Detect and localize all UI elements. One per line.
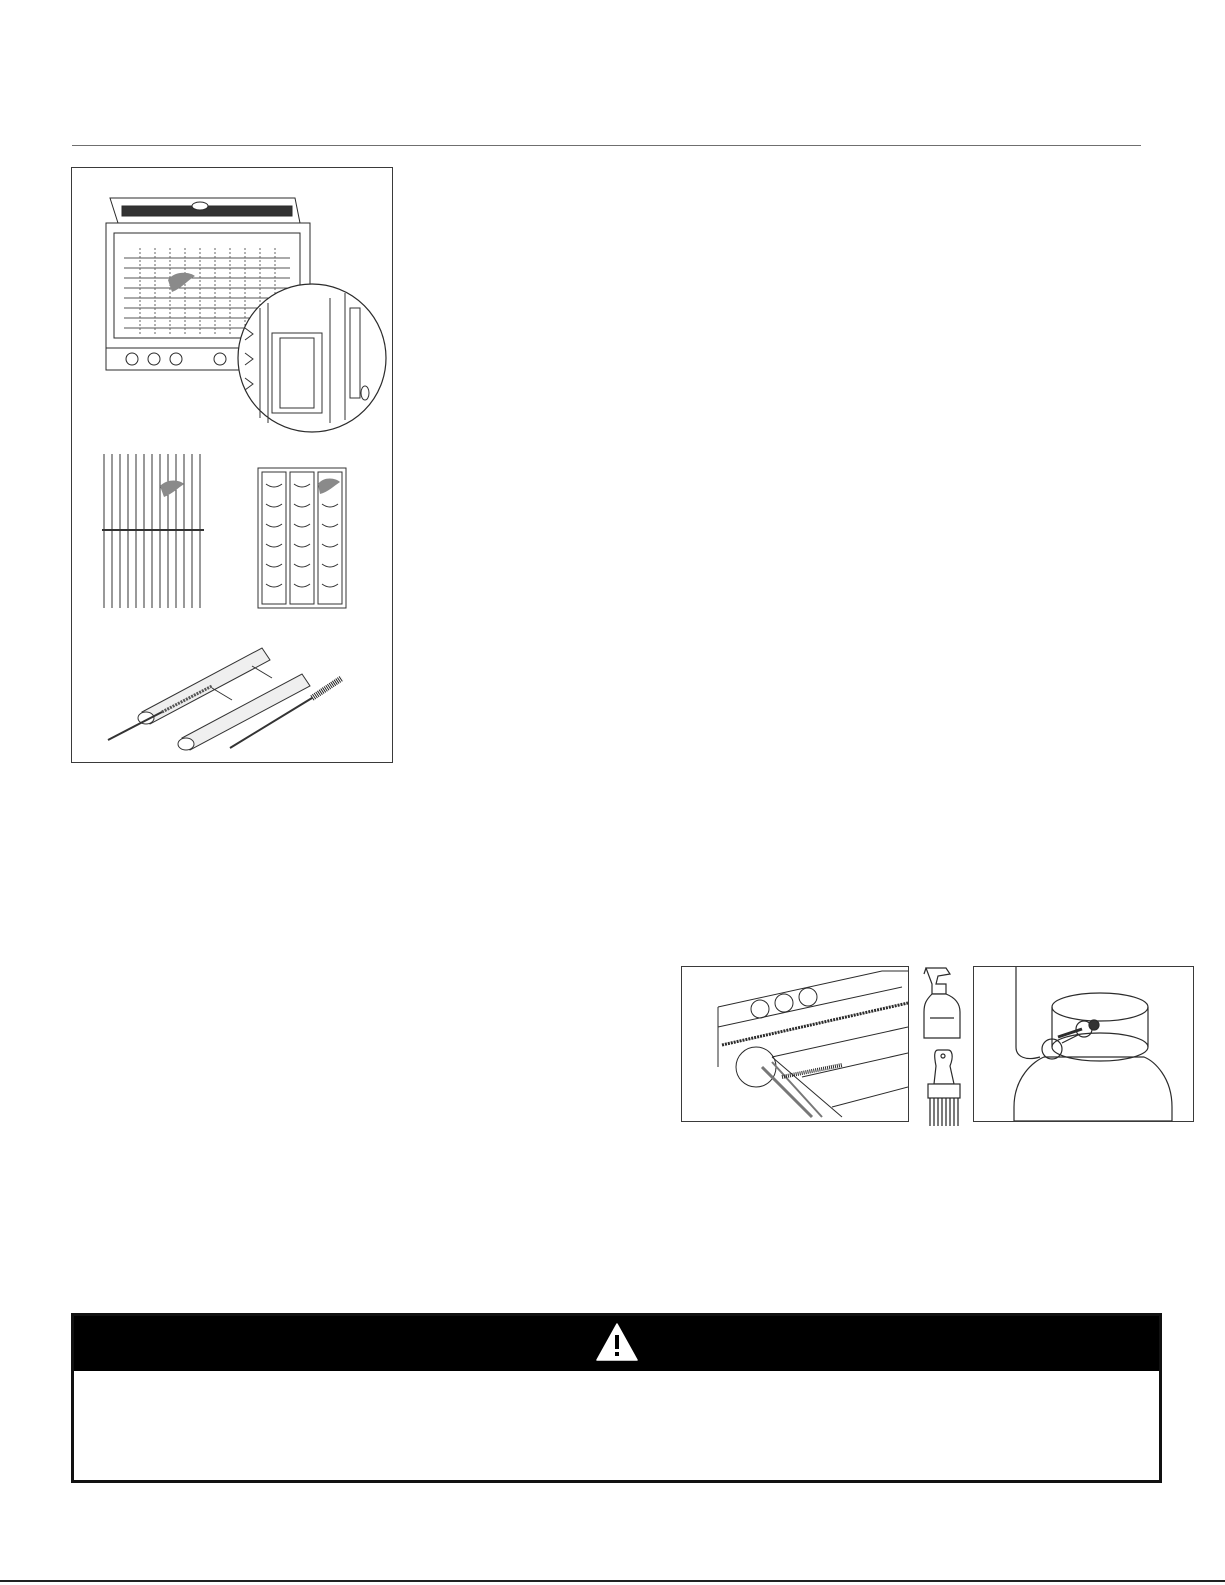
flame-tamer-illustration bbox=[256, 466, 348, 611]
gas-connection-illustration bbox=[682, 967, 908, 1121]
cleaning-figure-panel bbox=[71, 167, 393, 763]
header-divider bbox=[72, 145, 1141, 146]
propane-tank-illustration bbox=[974, 967, 1193, 1121]
warning-triangle-icon bbox=[595, 1322, 639, 1362]
cooking-grate-illustration bbox=[98, 450, 218, 612]
grill-overview-illustration bbox=[100, 188, 390, 438]
burner-tube-brush-illustration bbox=[102, 630, 372, 755]
propane-tank-figure bbox=[973, 966, 1194, 1122]
warning-box bbox=[71, 1313, 1162, 1483]
gas-connection-figure bbox=[681, 966, 909, 1122]
brush-icon bbox=[920, 1046, 968, 1128]
spray-bottle-icon bbox=[920, 964, 968, 1044]
warning-header bbox=[74, 1316, 1159, 1371]
footer-divider bbox=[0, 1580, 1225, 1582]
